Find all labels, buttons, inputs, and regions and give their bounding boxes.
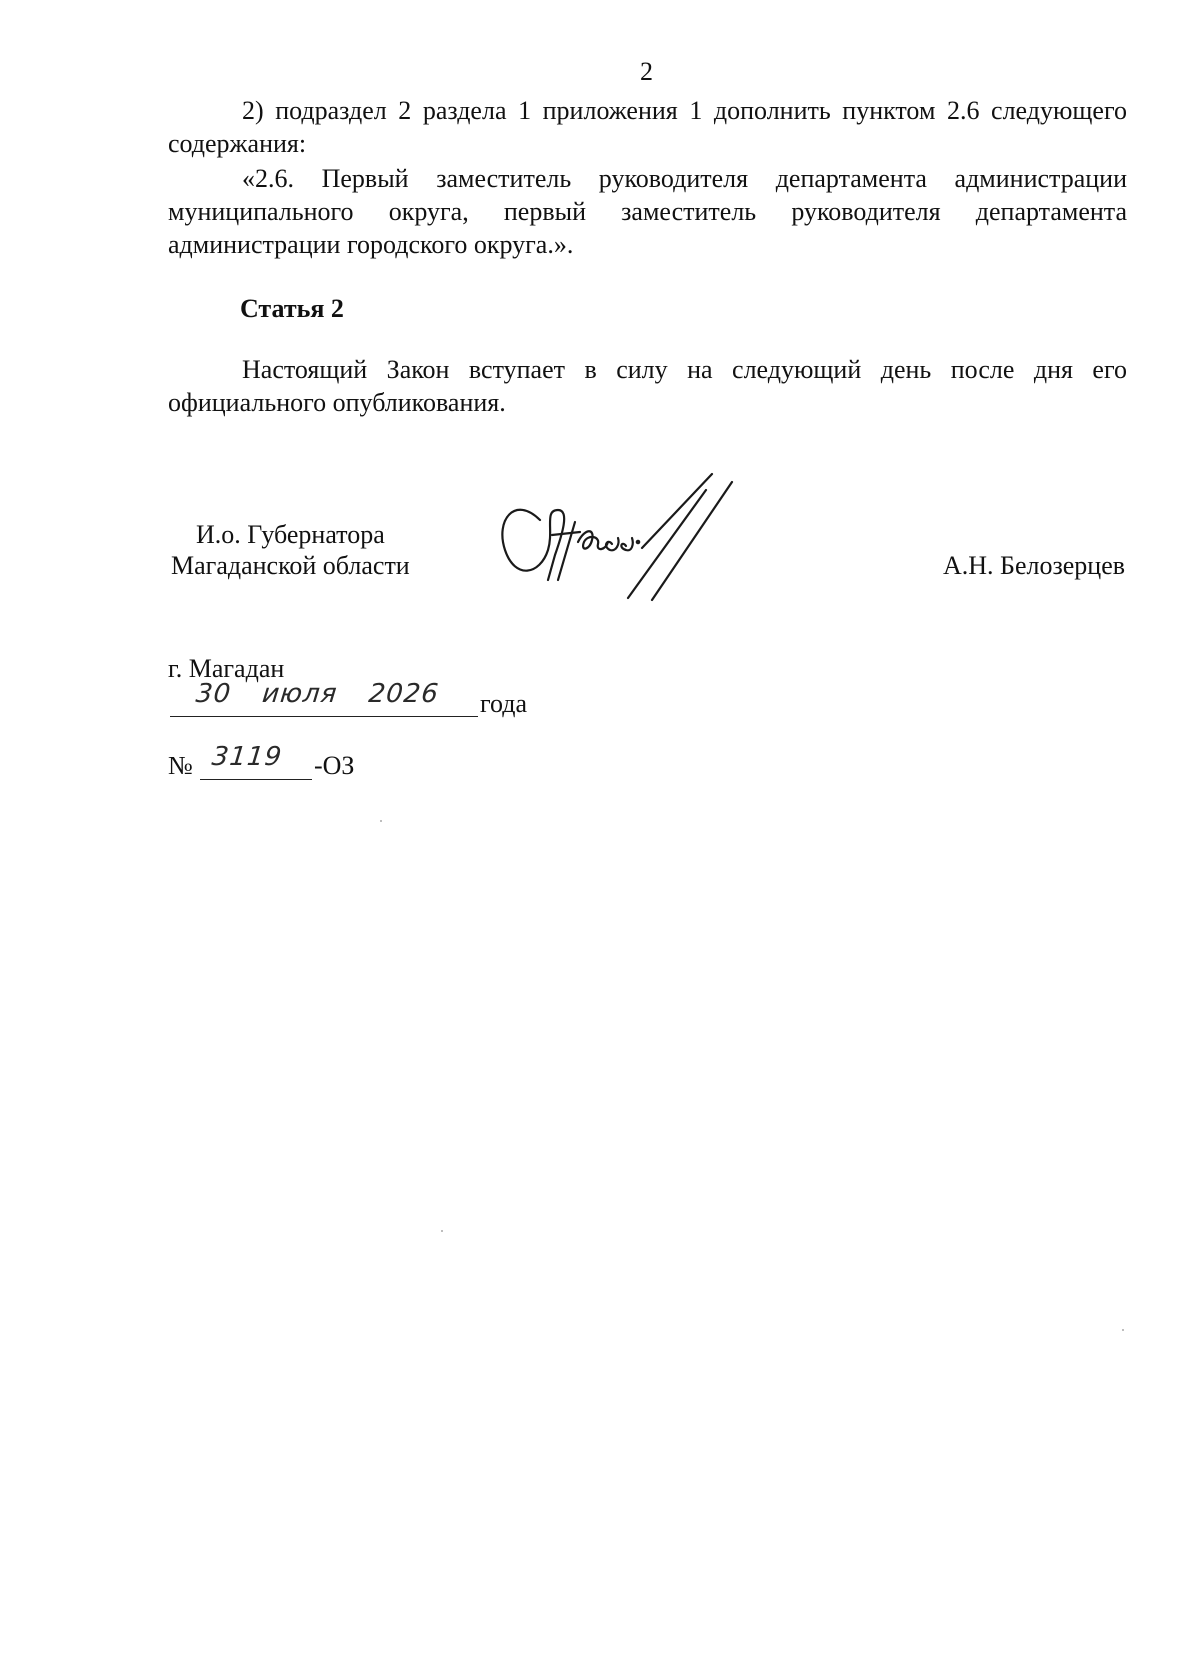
number-prefix: № xyxy=(168,751,193,780)
item2-line2: содержания: xyxy=(168,129,307,158)
item2-line1: 2) подраздел 2 раздела 1 приложения 1 дополнить пунктом 2.6 следующего xyxy=(242,96,1127,125)
number-underline xyxy=(200,779,312,780)
signatory-title-line2: Магаданской области xyxy=(171,551,410,580)
page-number: 2 xyxy=(640,57,653,86)
signatory-name: А.Н. Белозерцев xyxy=(943,551,1126,580)
article2-line1: Настоящий Закон вступает в силу на следующий день после дня его xyxy=(242,355,1127,384)
city: г. Магадан xyxy=(168,654,285,683)
date-underline xyxy=(170,716,478,717)
scan-speck xyxy=(380,820,382,822)
quote-line3: администрации городского округа.». xyxy=(168,230,574,259)
signatory-title-line1: И.о. Губернатора xyxy=(196,520,385,549)
date-suffix: года xyxy=(480,689,528,718)
scan-speck xyxy=(1122,1329,1124,1331)
number-handwritten: 3119 xyxy=(210,742,284,772)
handwritten-signature xyxy=(500,480,770,620)
scan-speck xyxy=(441,1230,443,1232)
number-suffix: -ОЗ xyxy=(314,751,355,780)
quote-line1: «2.6. Первый заместитель руководителя департамента администрации xyxy=(242,164,1127,193)
quote-line2: муниципального округа, первый заместитель руководителя департамента xyxy=(168,197,1127,226)
article2-heading: Статья 2 xyxy=(240,294,344,323)
date-handwritten: 30 июля 2026 xyxy=(194,679,441,709)
article2-line2: официального опубликования. xyxy=(168,388,506,417)
